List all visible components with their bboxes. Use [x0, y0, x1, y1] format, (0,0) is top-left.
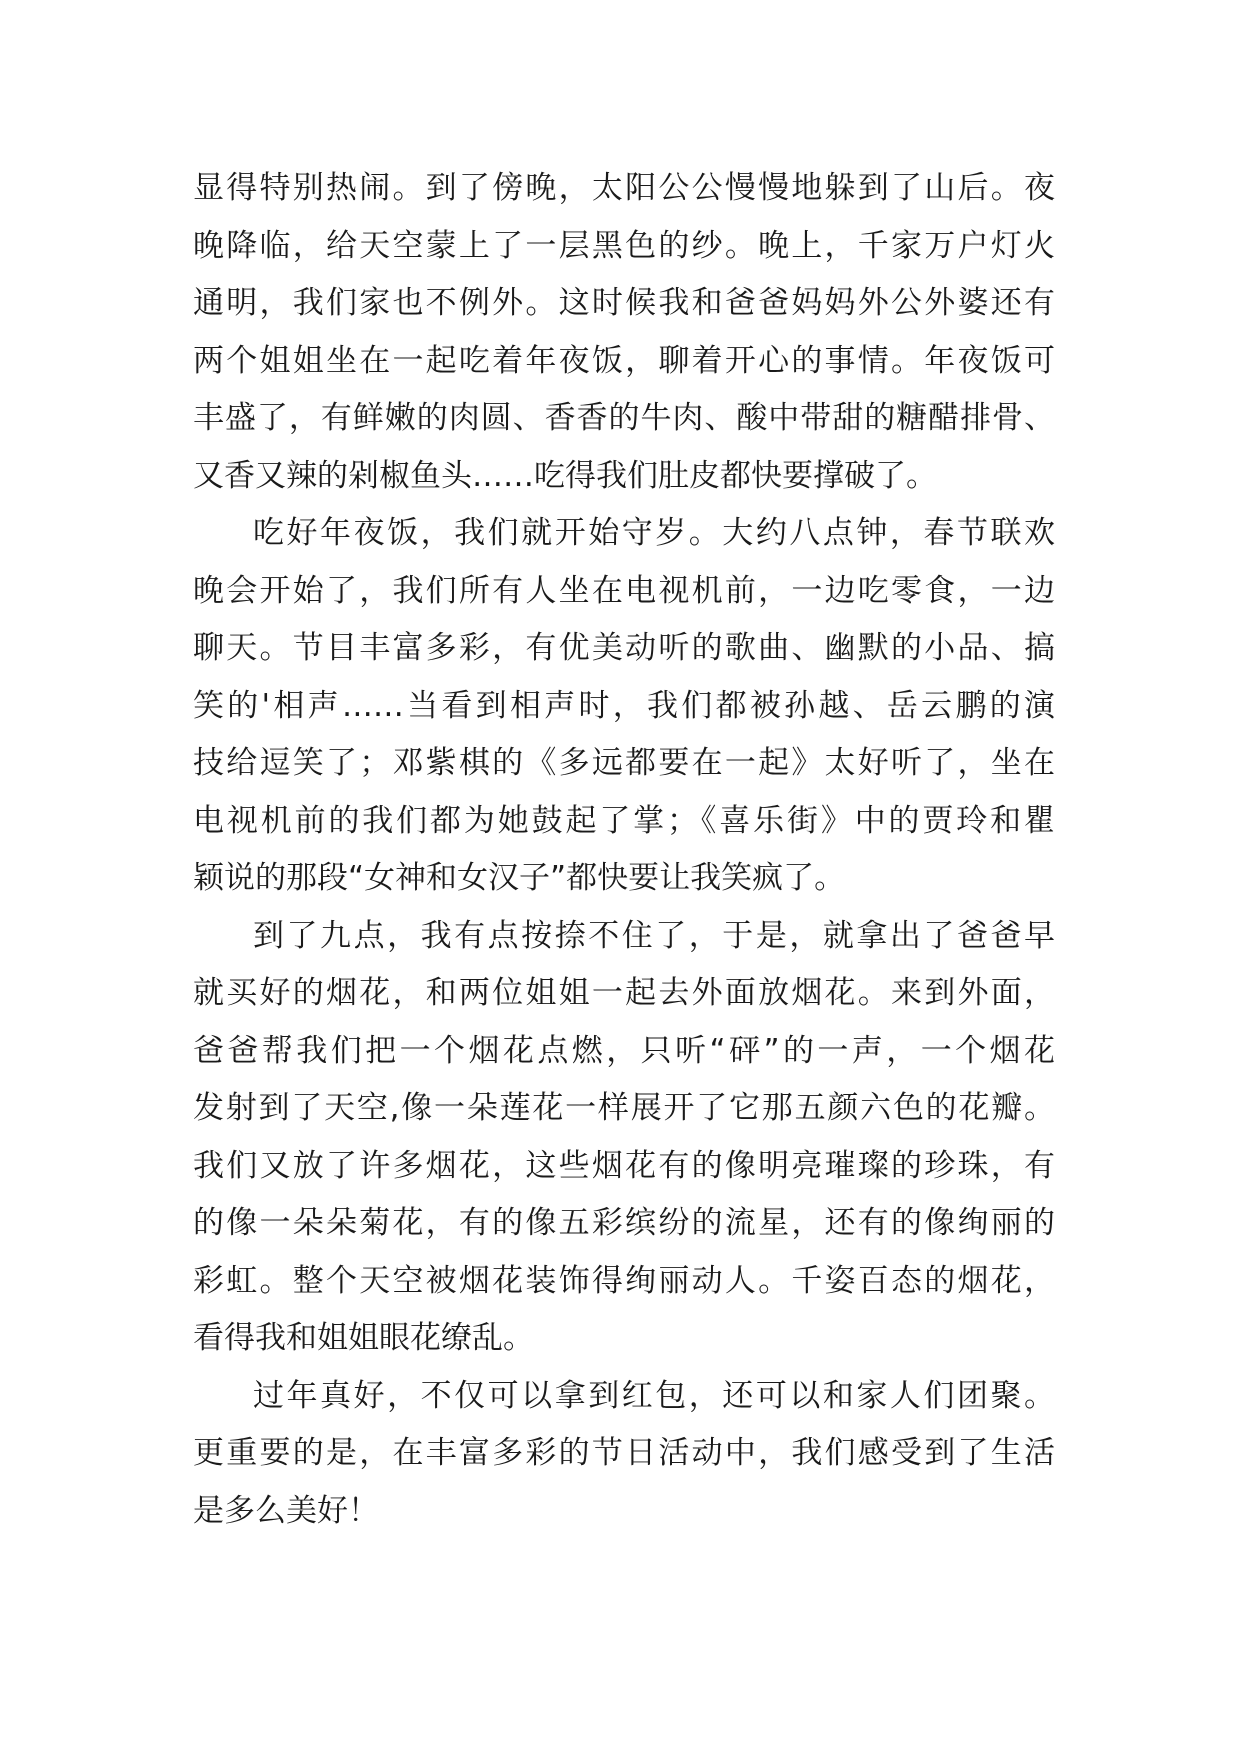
text-line: 更重要的是，在丰富多彩的节日活动中，我们感受到了生活 [193, 1435, 1055, 1471]
paragraph [193, 908, 1055, 1368]
text-line: 到了九点，我有点按捺不住了，于是，就拿出了爸爸早 [253, 917, 1055, 954]
text-line: 丰盛了，有鲜嫩的肉圆、香香的牛肉、酸中带甜的糖醋排骨、 [193, 400, 1055, 436]
text-line: 过年真好，不仅可以拿到红包，还可以和家人们团聚。 [253, 1377, 1055, 1414]
paragraph [193, 160, 1055, 505]
text-line: 的像一朵朵菊花，有的像五彩缤纷的流星，还有的像绚丽的 [193, 1205, 1055, 1241]
text-line: 又香又辣的剁椒鱼头……吃得我们肚皮都快要撑破了。 [193, 457, 937, 494]
text-line: 聊天。节目丰富多彩，有优美动听的歌曲、幽默的小品、搞 [193, 630, 1055, 666]
paragraph [193, 1368, 1055, 1541]
text-line: 吃好年夜饭，我们就开始守岁。大约八点钟，春节联欢 [253, 515, 1055, 551]
text-line: 彩虹。整个天空被烟花装饰得绚丽动人。千姿百态的烟花， [193, 1262, 1055, 1299]
text-line: 技给逗笑了；邓紫棋的《多远都要在一起》太好听了，坐在 [193, 745, 1055, 781]
text-line: 颖说的那段“女神和女汉子”都快要让我笑疯了。 [193, 860, 846, 896]
text-line: 通明，我们家也不例外。这时候我和爸爸妈妈外公外婆还有 [193, 285, 1055, 321]
text-line: 两个姐姐坐在一起吃着年夜饭，聊着开心的事情。年夜饭可 [193, 342, 1055, 379]
text-line: 爸爸帮我们把一个烟花点燃，只听“砰”的一声，一个烟花 [193, 1032, 1055, 1069]
text-line: 晚会开始了，我们所有人坐在电视机前，一边吃零食，一边 [193, 572, 1055, 609]
text-line: 就买好的烟花，和两位姐姐一起去外面放烟花。来到外面， [193, 975, 1055, 1011]
text-line: 发射到了天空,像一朵莲花一样展开了它那五颜六色的花瓣。 [193, 1090, 1055, 1126]
text-line: 我们又放了许多烟花，这些烟花有的像明亮璀璨的珍珠，有 [193, 1147, 1055, 1184]
article-body [193, 160, 1055, 1540]
text-line: 笑的'相声……当看到相声时，我们都被孙越、岳云鹏的演 [193, 687, 1055, 724]
text-line: 电视机前的我们都为她鼓起了掌；《喜乐街》中的贾玲和瞿 [193, 802, 1055, 839]
text-line: 晚降临，给天空蒙上了一层黑色的纱。晚上，千家万户灯火 [193, 227, 1055, 264]
text-line: 看得我和姐姐眼花缭乱。 [193, 1320, 534, 1356]
text-line: 显得特别热闹。到了傍晚，太阳公公慢慢地躲到了山后。夜 [193, 170, 1055, 206]
paragraph [193, 505, 1055, 908]
text-line: 是多么美好！ [193, 1492, 379, 1529]
